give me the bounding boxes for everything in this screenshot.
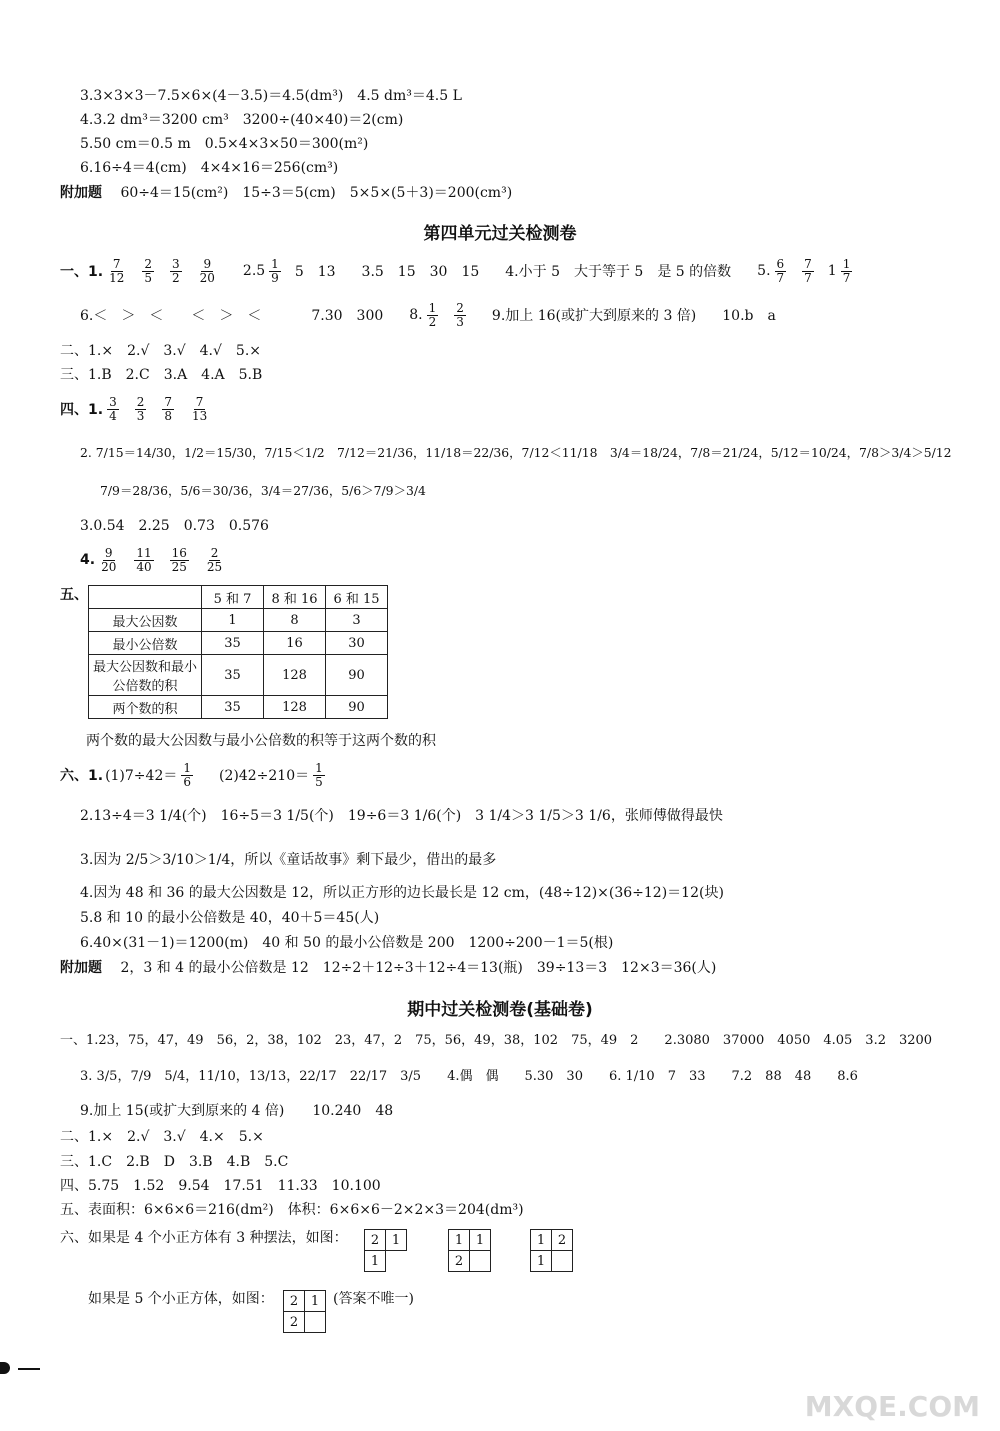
grid-cell: 1	[386, 1230, 407, 1251]
fraction: $\frac{1}{7}$	[842, 256, 851, 285]
table-cell: 35	[202, 632, 264, 655]
midterm-section-2: 二、1.× 2.√ 3.√ 4.× 5.×	[60, 1129, 264, 1145]
cube-arrangement-1	[364, 1229, 407, 1272]
q-label: 4.	[80, 552, 96, 568]
unit4-section-4-q2-row2: 7/9＝28/36，5/6＝30/36，3/4＝27/36，5/6＞7/9＞3/4	[100, 483, 426, 498]
gcd-lcm-table	[88, 585, 388, 719]
midterm-section-6: 六、如果是 4 个小正方体有 3 种摆法，如图：	[60, 1230, 348, 1246]
answer-7: 7.30 300	[311, 308, 384, 324]
unit4-q1-row1	[60, 254, 854, 288]
fraction: $\frac{16}{25}$	[171, 545, 187, 574]
grid-cell: 1	[449, 1230, 470, 1251]
table-cell: 最大公因数	[89, 609, 202, 632]
midterm-section-5: 五、表面积：6×6×6＝216(dm²) 体积：6×6×6－2×2×3＝204(dm³)	[60, 1202, 524, 1218]
answer-2-rest: 5 13	[294, 264, 336, 280]
answer-10: 10.b a	[722, 308, 776, 324]
unit4-q1-row2	[80, 298, 778, 332]
answer-8: 8.	[409, 307, 423, 323]
fraction: $\frac{1}{6}$	[183, 760, 191, 789]
unit4-section-4-q1	[60, 392, 211, 426]
answer-1b: (2)42÷210＝	[219, 768, 310, 784]
grid-cell: 2	[284, 1312, 305, 1333]
fraction: $\frac{7}{7}$	[804, 256, 812, 285]
grid-cell: 2	[552, 1230, 573, 1251]
table-row	[89, 655, 388, 696]
table-cell: 128	[264, 696, 326, 719]
answer-not-unique-note: (答案不唯一)	[333, 1291, 414, 1307]
unit4-extra	[60, 958, 716, 978]
fraction: $\frac{1}{2}$	[428, 300, 437, 329]
midterm-q9: 9.加上 15(或扩大到原来的 4 倍) 10.240 48	[80, 1103, 394, 1119]
midterm-q3: 3. 3/5，7/9 5/4，11/10，13/13，22/17 22/17 3/5 4.偶 偶 5.30 30 6. 1/10 7 33 7.2 88 48 8.6	[80, 1069, 858, 1084]
q-label: 六、1.	[60, 768, 104, 784]
answer-4: 4.小于 5 大于等于 5 是 5 的倍数	[505, 264, 732, 280]
table-cell: 8	[264, 609, 326, 632]
table-cell: 3	[326, 609, 388, 632]
table-cell: 最大公因数和最小公倍数的积	[89, 655, 202, 696]
midterm-section-3: 三、1.C 2.B D 3.B 4.B 5.C	[60, 1154, 289, 1170]
grid-cell: 1	[470, 1230, 491, 1251]
table-cell: 30	[326, 632, 388, 655]
table-cell: 35	[202, 655, 264, 696]
unit4-section-4-q4	[80, 543, 226, 577]
q-label: 四、1.	[60, 402, 104, 418]
unit4-title: 第四单元过关检测卷	[423, 224, 577, 244]
page-corner-mark	[0, 1360, 44, 1376]
watermark: MXQE.COM	[804, 1390, 980, 1423]
table-row	[89, 696, 388, 719]
fraction: $\frac{7}{13}$	[191, 394, 208, 423]
fraction: $\frac{2}{5}$	[144, 256, 152, 285]
answer-2: 2.5	[242, 263, 266, 279]
midterm-section-4: 四、5.75 1.52 9.54 17.51 11.33 10.100	[60, 1178, 381, 1194]
midterm-title: 期中过关检测卷(基础卷)	[407, 1000, 593, 1020]
grid-cell: 1	[365, 1251, 386, 1272]
table-cell: 16	[264, 632, 326, 655]
unit4-section-6-q6: 6.40×(31－1)＝1200(m) 40 和 50 的最小公倍数是 200 1200÷200－1＝5(根)	[80, 935, 614, 951]
unit4-section-6-q4: 4.因为 48 和 36 的最大公因数是 12，所以正方形的边长最长是 12 cm，(48÷12)×(36÷12)＝12(块)	[80, 885, 724, 901]
table-header: 8 和 16	[264, 586, 326, 609]
table-note: 两个数的最大公因数与最小公倍数的积等于这两个数的积	[86, 733, 436, 749]
fraction: $\frac{3}{4}$	[109, 394, 117, 423]
table-row	[89, 632, 388, 655]
grid-cell: 1	[531, 1251, 552, 1272]
answer-6: 6.＜ ＞ ＜ ＜ ＞ ＜	[80, 308, 262, 324]
q-label: 一、1.	[60, 264, 104, 280]
unit4-section-6-q1	[60, 758, 327, 792]
answer-5: 5.	[757, 263, 771, 279]
extra-answer: 2，3 和 4 的最小公倍数是 12 12÷2＋12÷3＋12÷4＝13(瓶) 39÷13＝3 12×3＝36(人)	[120, 960, 717, 976]
fraction: $\frac{1}{9}$	[271, 256, 279, 285]
midterm-q1: 一、1.23，75，47，49 56，2，38，102 23，47，2 75，56，49，38，102 75，49 2 2.3080 37000 4050 4.05 3.2 3200	[60, 1033, 933, 1048]
fraction: $\frac{1}{5}$	[315, 760, 323, 789]
table-cell: 35	[202, 696, 264, 719]
unit4-section-4-q3: 3.0.54 2.25 0.73 0.576	[80, 518, 269, 534]
grid-cell: 2	[365, 1230, 386, 1251]
table-cell: 1	[202, 609, 264, 632]
grid-cell: 2	[449, 1251, 470, 1272]
grid-cell: 2	[284, 1291, 305, 1312]
fraction: $\frac{7}{8}$	[164, 394, 172, 423]
table-cell: 128	[264, 655, 326, 696]
prev-extra	[60, 183, 512, 203]
prev-answer-3: 3.3×3×3－7.5×6×(4－3.5)＝4.5(dm³) 4.5 dm³＝4.5 L	[80, 88, 462, 104]
table-cell: 最小公倍数	[89, 632, 202, 655]
grid-empty	[386, 1251, 407, 1272]
grid-cell: 1	[531, 1230, 552, 1251]
answer-9: 9.加上 16(或扩大到原来的 3 倍)	[491, 308, 697, 324]
fraction: $\frac{11}{40}$	[136, 545, 152, 574]
fraction: $\frac{3}{2}$	[171, 256, 180, 285]
answer-3: 3.5 15 30 15	[361, 264, 480, 280]
answer-1a: (1)7÷42＝	[105, 768, 178, 784]
midterm-section-6-five-cubes: 如果是 5 个小正方体，如图：	[88, 1291, 274, 1307]
table-header	[89, 586, 202, 609]
extra-label: 附加题	[60, 960, 102, 976]
table-header: 5 和 7	[202, 586, 264, 609]
cube-arrangement-2	[448, 1229, 491, 1272]
table-cell: 90	[326, 696, 388, 719]
unit4-section-6-q2: 2.13÷4＝3 1/4(个) 16÷5＝3 1/5(个) 19÷6＝3 1/6(个) 3 1/4＞3 1/5＞3 1/6，张师傅做得最快	[80, 808, 723, 824]
unit4-section-6-q5: 5.8 和 10 的最小公倍数是 40，40＋5＝45(人)	[80, 910, 380, 926]
prev-answer-4: 4.3.2 dm³＝3200 cm³ 3200÷(40×40)＝2(cm)	[80, 112, 404, 128]
unit4-section-6-q3: 3.因为 2/5＞3/10＞1/4，所以《童话故事》剩下最少，借出的最多	[80, 852, 497, 868]
prev-answer-5: 5.50 cm＝0.5 m 0.5×4×3×50＝300(m²)	[80, 136, 369, 152]
fraction: $\frac{6}{7}$	[776, 256, 785, 285]
fraction: $\frac{2}{25}$	[206, 545, 223, 574]
grid-cell: 1	[305, 1291, 326, 1312]
table-header: 6 和 15	[326, 586, 388, 609]
extra-label: 附加题	[60, 185, 102, 201]
grid-cell	[552, 1251, 573, 1272]
fraction: $\frac{2}{3}$	[136, 394, 145, 423]
grid-cell	[470, 1251, 491, 1272]
prev-answer-6: 6.16÷4＝4(cm) 4×4×16＝256(cm³)	[80, 160, 339, 176]
grid-cell	[305, 1312, 326, 1333]
table-row	[89, 609, 388, 632]
table-cell: 90	[326, 655, 388, 696]
cube-arrangement-4	[283, 1290, 326, 1333]
unit4-section-2: 二、1.× 2.√ 3.√ 4.√ 5.×	[60, 343, 262, 359]
fraction: $\frac{9}{20}$	[199, 256, 215, 285]
table-cell: 两个数的积	[89, 696, 202, 719]
fraction: $\frac{9}{20}$	[101, 545, 117, 574]
table-header-row	[89, 586, 388, 609]
extra-answer: 60÷4＝15(cm²) 15÷3＝5(cm) 5×5×(5＋3)＝200(cm³)	[120, 185, 513, 201]
unit4-section-4-q2-row1: 2. 7/15＝14/30，1/2＝15/30，7/15＜1/2 7/12＝21/36，11/18＝22/36，7/12＜11/18 3/4＝18/24，7/8＝21/24，5/12＝10/24，7/8＞3/4＞5/12	[80, 445, 952, 460]
cube-arrangement-3	[530, 1229, 573, 1272]
fraction: $\frac{2}{3}$	[456, 300, 464, 329]
fraction: $\frac{7}{12}$	[109, 256, 125, 285]
unit4-section-5-label: 五、	[60, 587, 88, 603]
unit4-section-3: 三、1.B 2.C 3.A 4.A 5.B	[60, 367, 263, 383]
mixed-whole: 1	[827, 263, 837, 279]
